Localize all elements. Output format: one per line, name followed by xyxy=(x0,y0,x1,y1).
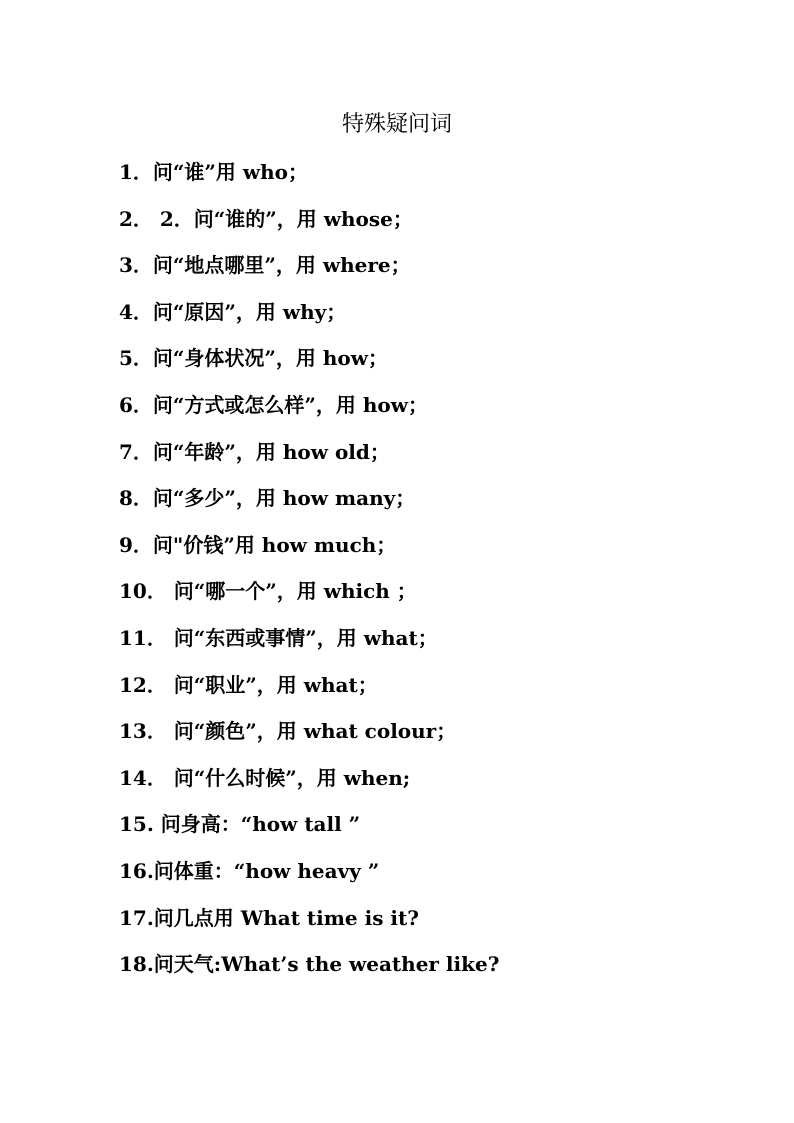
list-item: 15. 问身高：“how tall ” xyxy=(119,812,361,837)
list-item: 2． 2．问“谁的”，用 whose； xyxy=(119,206,413,231)
list-item: 4．问“原因”，用 why； xyxy=(119,299,347,324)
list-item: 17.问几点用 What time is it? xyxy=(119,905,419,930)
list-item: 8．问“多少”，用 how many； xyxy=(119,486,416,511)
list-item: 3．问“地点哪里”，用 where； xyxy=(119,253,411,278)
list-item: 18.问天气:What’s the weather like? xyxy=(119,952,500,977)
list-item: 5．问“身体状况”，用 how； xyxy=(119,346,388,371)
list-item: 11． 问“东西或事情”，用 what； xyxy=(119,625,438,650)
list-item: 1．问“谁”用 who； xyxy=(119,160,308,184)
question-word-list xyxy=(119,156,499,995)
list-item: 9．问"价钱”用 how much； xyxy=(119,532,397,557)
page-title: 特殊疑问词 xyxy=(341,112,452,137)
list-item: 14． 问“什么时候”，用 when; xyxy=(119,765,411,790)
list-item: 12． 问“职业”，用 what； xyxy=(119,672,378,697)
list-item: 6．问“方式或怎么样”，用 how； xyxy=(119,392,428,417)
list-item: 16.问体重：“how heavy ” xyxy=(119,858,380,883)
list-item: 13． 问“颜色”，用 what colour； xyxy=(119,719,457,744)
list-item: 10． 问“哪一个”，用 which ； xyxy=(119,579,417,604)
list-item: 7．问“年龄”，用 how old； xyxy=(119,439,390,464)
